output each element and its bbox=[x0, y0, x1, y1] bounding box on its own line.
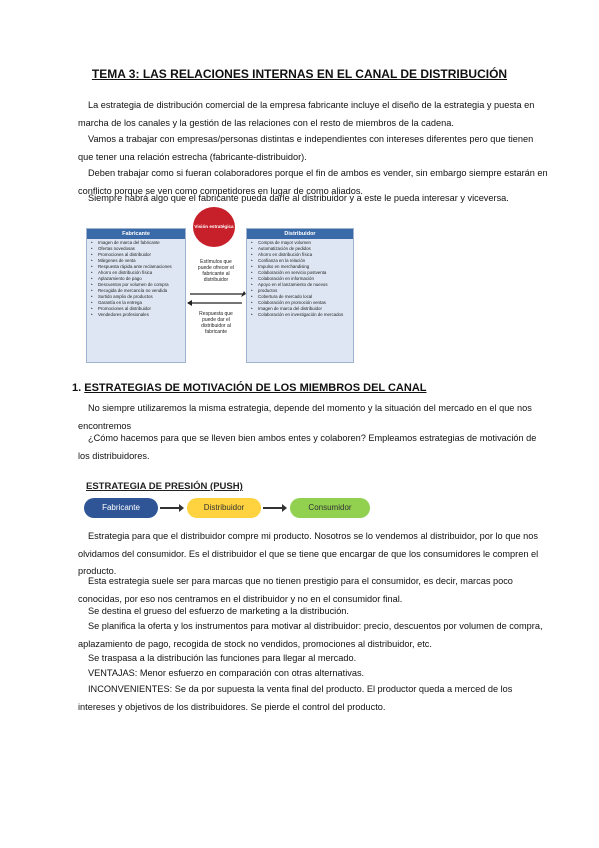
fabricante-item: • Ahorro en distribución física bbox=[98, 270, 185, 276]
distribuidor-item: • Colaboración en promoción ventas bbox=[258, 300, 353, 306]
fabricante-item: • Surtido amplio de productos bbox=[98, 294, 185, 300]
intro-paragraph-2: Vamos a trabajar con empresas/personas distintas e independientes con intereses diferentes pero que tienen que tener una relación estrecha (fabricante-distribuidor). bbox=[78, 134, 534, 162]
page-title bbox=[0, 67, 599, 81]
fabricante-item: • Respuesta rápida ante reclamaciones bbox=[98, 264, 185, 270]
fabricante-item: • Márgenes de venta bbox=[98, 258, 185, 264]
title-prefix: TEMA 3 bbox=[91, 67, 136, 81]
intro-paragraph-3: Deben trabajar como si fueran colaboradores porque el fin de ambos es vender, sin embargo siempre estarán en conflicto porque se ven como competidores en lugar de como aliados. bbox=[78, 168, 548, 196]
fabricante-item: • Recogida de mercancía no vendida bbox=[98, 288, 185, 294]
push-paragraph-2: Esta estrategia suele ser para marcas que no tienen prestigio para el consumidor, es decir, marcas poco conocidas, por eso nos centramos en el distribuidor y no en el consumidor final. bbox=[78, 576, 513, 604]
push-step-consumidor: Consumidor bbox=[290, 498, 370, 518]
section-paragraph-2: ¿Cómo hacemos para que se lleven bien ambos entes y colaboren? Empleamos estrategias de motivación de los distribuidores. bbox=[78, 433, 537, 461]
distribuidor-item: • Colaboración en información bbox=[258, 276, 353, 282]
title-rest: : LAS RELACIONES INTERNAS EN EL CANAL DE DISTRIBUCIÓN bbox=[135, 67, 508, 81]
distribuidor-item: • Colaboración en servicio postventa bbox=[258, 270, 353, 276]
relations-diagram bbox=[86, 207, 352, 363]
push-arrow-1 bbox=[160, 507, 180, 509]
push-paragraph-4: Se planifica la oferta y los instrumentos para motivar al distribuidor: precio, descuentos por volumen de compra, aplazamiento de pago, recogida de stock no vendidos, promociones al distribuidor, etc. bbox=[78, 621, 543, 649]
distribuidor-item: • Impulso en merchandising bbox=[258, 264, 353, 270]
distribuidor-header: Distribuidor bbox=[247, 229, 353, 239]
fabricante-item: • Garantía en la entrega bbox=[98, 300, 185, 306]
arrow-left-head bbox=[187, 300, 192, 306]
vision-estrategica-circle: Visión estratégica bbox=[193, 207, 235, 247]
distribuidor-box bbox=[246, 228, 354, 363]
fabricante-item: • Descuentos por volumen de compra bbox=[98, 282, 185, 288]
arrows-graphic bbox=[186, 289, 246, 309]
estimulos-label: Estímulos que puede ofrecer el fabricante al distribuidor bbox=[197, 259, 235, 283]
push-title: ESTRATEGIA DE PRESIÓN (PUSH) bbox=[86, 481, 243, 492]
push-paragraph-1: Estrategia para que el distribuidor compre mi producto. Nosotros se lo vendemos al distribuidor, por lo que nos olvidamos del consumidor. Es el distribuidor el que se tiene que encargar de que los consumidores le compren el producto. bbox=[78, 531, 539, 576]
push-paragraph-3: Se destina el grueso del esfuerzo de marketing a la distribución. bbox=[88, 606, 349, 616]
fabricante-item: • Imagen de marca del fabricante bbox=[98, 240, 185, 246]
ventajas-paragraph: VENTAJAS: Menor esfuerzo en comparación con otras alternativas. bbox=[88, 668, 365, 678]
inconvenientes-paragraph: INCONVENIENTES: Se da por supuesta la venta final del producto. El productor queda a merced de los intereses y objetivos de los distribuidores. Se pierde el control del producto. bbox=[78, 684, 513, 712]
push-arrow-2 bbox=[263, 507, 283, 509]
fabricante-item: • Promociones al distribuidor bbox=[98, 252, 185, 258]
intro-paragraph-4: Siempre habrá algo que el fabricante pueda darle al distribuidor y a este le pueda interesar y viceversa. bbox=[88, 193, 509, 203]
fabricante-box bbox=[86, 228, 186, 363]
fabricante-item: • Vendedores profesionales bbox=[98, 312, 185, 318]
intro-paragraph-1: La estrategia de distribución comercial de la empresa fabricante incluye el diseño de la estrategia y puesta en marcha de los canales y la gestión de las relaciones con el resto de miembros de la cadena. bbox=[78, 100, 535, 128]
fabricante-item: • Ofertas novedosas bbox=[98, 246, 185, 252]
fabricante-header: Fabricante bbox=[87, 229, 185, 239]
section-paragraph-1: No siempre utilizaremos la misma estrategia, depende del momento y la situación del mercado en el que nos encontremos bbox=[78, 403, 532, 431]
distribuidor-item: • Cobertura de mercado local bbox=[258, 294, 353, 300]
distribuidor-item: • Ahorro en distribución física bbox=[258, 252, 353, 258]
fabricante-item: • Promociones al distribuidor bbox=[98, 306, 185, 312]
distribuidor-item: • Compra de mayor volumen bbox=[258, 240, 353, 246]
distribuidor-item: • productos bbox=[258, 288, 353, 294]
distribuidor-item: • Apoyo en el lanzamiento de nuevos bbox=[258, 282, 353, 288]
push-step-distribuidor: Distribuidor bbox=[187, 498, 261, 518]
push-paragraph-5: Se traspasa a la distribución las funciones para llegar al mercado. bbox=[88, 653, 357, 663]
distribuidor-item: • Imagen de marca del distribuidor bbox=[258, 306, 353, 312]
distribuidor-item: • Colaboración en investigación de mercados bbox=[258, 312, 353, 318]
fabricante-item: • Aplazamiento de pago bbox=[98, 276, 185, 282]
section-number: 1. bbox=[72, 382, 82, 394]
respuesta-label: Respuesta que puede dar el distribuidor al fabricante bbox=[199, 311, 233, 335]
distribuidor-item: • Confianza en la relación bbox=[258, 258, 353, 264]
section-title: ESTRATEGIAS DE MOTIVACIÓN DE LOS MIEMBROS DEL CANAL bbox=[84, 382, 427, 394]
fabricante-list bbox=[87, 239, 185, 318]
push-step-fabricante: Fabricante bbox=[84, 498, 158, 518]
section-heading bbox=[72, 382, 427, 394]
distribuidor-item: • Automatización de pedidos bbox=[258, 246, 353, 252]
distribuidor-list bbox=[247, 239, 353, 318]
